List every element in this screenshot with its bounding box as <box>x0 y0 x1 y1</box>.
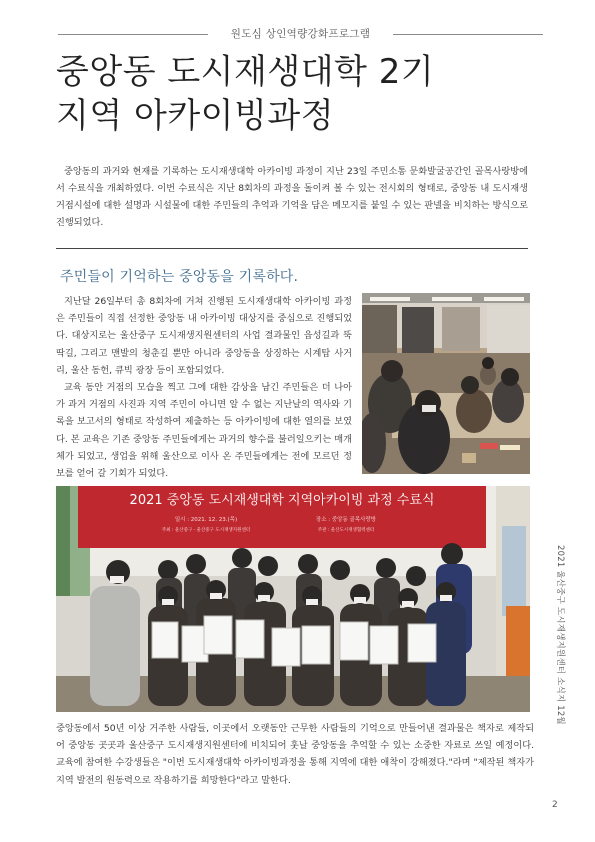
body-paragraph-1: 지난달 26일부터 총 8회차에 거쳐 진행된 도시재생대학 아카이빙 과정은 주민들이 직접 선정한 중앙동 내 아카이빙 대상지를 중심으로 진행되었다. 대상지로는 울산중구 도시재생지원센터의 사업 결과물인 읍성길과 뚝딱길, 그리고 맨발의 청춘길 뿐만 아니라 중앙동을 상징하는 시계탑 사거리, 울산 동헌, 큐빅 광장 등이 포함되었다. <box>56 296 352 376</box>
side-caption-text: 2021 울산중구 도시재생지원센터 소식지 12월 <box>555 545 565 725</box>
body-column <box>56 293 352 482</box>
banner-title: 2021 중앙동 도시재생대학 지역아카이빙 과정 수료식 <box>129 493 435 508</box>
title-line-1: 중앙동 도시재생대학 2기 <box>56 52 435 92</box>
classroom-photo <box>362 293 530 474</box>
side-caption <box>555 545 569 745</box>
section-heading: 주민들이 기억하는 중앙동을 기록하다. <box>60 269 299 285</box>
header-rule-left <box>58 34 208 35</box>
body-paragraph-2: 교육 동안 거점의 모습을 찍고 그에 대한 감상을 남긴 주민들은 더 나아가 과거 거점의 사진과 지역 주민이 아니면 알 수 없는 지난날의 역사와 기록을 보고서의 형태로 작성하여 제출하는 등 아카이빙에 대한 열의를 보였다. 본 교육은 기존 중앙동 주민들에게는 과거의 향수를 불러일으키는 매개체가 되었고, 생업을 위해 울산으로 이사 온 주민들에게는 전에 모르던 정보를 얻어 갈 기회가 되었다. <box>56 382 352 480</box>
header-rule-right <box>393 34 543 35</box>
title-line-2: 지역 아카이빙과정 <box>56 96 335 136</box>
page-number: 2 <box>552 800 558 810</box>
graduation-group-photo <box>56 486 530 712</box>
banner-host: 주최 : 울산중구 · 울산중구 도시재생지원센터 <box>161 528 251 533</box>
banner-date: 일시 : 2021. 12. 23.(목) <box>174 517 238 523</box>
closing-paragraph: 중앙동에서 50년 이상 거주한 사람들, 이곳에서 오랫동안 근무한 사람들의 기억으로 만들어낸 결과물은 책자로 제작되어 중앙동 곳곳과 울산중구 도시재생지원센터에 비치되어 훗날 중앙동을 추억할 수 있는 소중한 자료로 쓰일 예정이다. 교육에 참여한 수강생들은 "이번 도시재생대학 아카이빙과정을 통해 지역에 대한 애착이 강해졌다."라며 "제작된 책자가 지역 발전의 원동력으로 작용하기를 희망한다"라고 말한다. <box>56 723 534 786</box>
section-divider <box>56 248 528 249</box>
banner-organizer: 주관 : 울산도시재생협력센터 <box>317 528 375 533</box>
banner-place: 장소 : 중앙동 골목사랑방 <box>315 517 377 523</box>
intro-paragraph: 중앙동의 과거와 현재를 기록하는 도시재생대학 아카이빙 과정이 지난 23일 주민소통 문화발굴공간인 골목사랑방에서 수료식을 개최하였다. 이번 수료식은 지난 8회차의 과정을 돌이켜 볼 수 있는 전시회의 형태로, 중앙동 내 도시재생 거점시설에 대한 설명과 시설물에 대한 주민들의 추억과 기억을 담은 메모지를 붙일 수 있는 판넬을 비치하는 방식으로 진행되었다. <box>56 166 528 228</box>
header-label: 원도심 상인역량강화프로그램 <box>230 28 371 40</box>
page-title <box>56 50 546 138</box>
